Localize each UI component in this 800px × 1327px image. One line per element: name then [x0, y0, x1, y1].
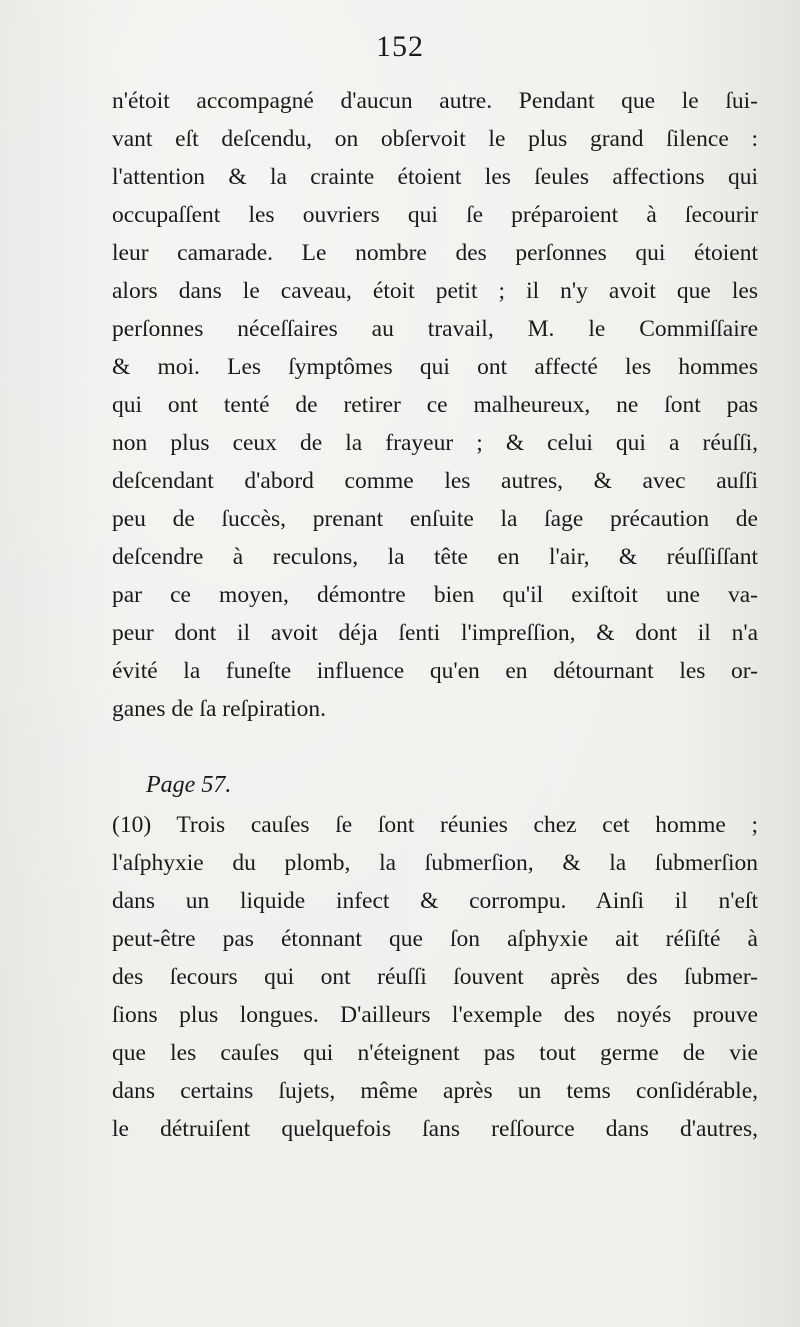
text-line: qui ont tenté de retirer ce malheureux, ne ſont pas	[112, 392, 758, 418]
text-line: perſonnes néceſſaires au travail, M. le Commiſſaire	[112, 316, 758, 342]
text-line: peut-être pas étonnant que ſon aſphyxie ait réſiſté à	[112, 926, 758, 952]
text-line: dans certains ſujets, même après un tems conſidérable,	[112, 1078, 758, 1104]
text-line: peur dont il avoit déja ſenti l'impreſſion, & dont il n'a	[112, 620, 758, 646]
text-line: (10) Trois cauſes ſe ſont réunies chez cet homme ;	[112, 812, 758, 838]
page-reference: Page 57.	[146, 772, 232, 798]
text-line: l'aſphyxie du plomb, la ſubmerſion, & la ſubmerſion	[112, 850, 758, 876]
text-line: leur camarade. Le nombre des perſonnes qui étoient	[112, 240, 758, 266]
text-line: ganes de ſa reſpiration.	[112, 696, 327, 722]
text-line: des ſecours qui ont réuſſi ſouvent après des ſubmer-	[112, 964, 758, 990]
text-line: par ce moyen, démontre bien qu'il exiſtoit une va-	[112, 582, 758, 608]
text-line: deſcendre à reculons, la tête en l'air, & réuſſiſſant	[112, 544, 758, 570]
text-line: évité la funeſte influence qu'en en détournant les or-	[112, 658, 758, 684]
text-line: deſcendant d'abord comme les autres, & avec auſſi	[112, 468, 758, 494]
page-number: 152	[376, 30, 424, 63]
text-line: non plus ceux de la frayeur ; & celui qui a réuſſi,	[112, 430, 758, 456]
text-line: le détruiſent quelquefois ſans reſſource dans d'autres,	[112, 1116, 758, 1142]
text-line: peu de ſuccès, prenant enſuite la ſage précaution de	[112, 506, 758, 532]
text-line: n'étoit accompagné d'aucun autre. Pendant que le ſui-	[112, 88, 758, 114]
text-line: l'attention & la crainte étoient les ſeules affections qui	[112, 164, 758, 190]
text-line: vant eſt deſcendu, on obſervoit le plus grand ſilence :	[112, 126, 758, 152]
text-line: occupaſſent les ouvriers qui ſe préparoient à ſecourir	[112, 202, 758, 228]
text-line: alors dans le caveau, étoit petit ; il n'y avoit que les	[112, 278, 758, 304]
text-line: dans un liquide infect & corrompu. Ainſi il n'eſt	[112, 888, 758, 914]
text-line: ſions plus longues. D'ailleurs l'exemple des noyés prouve	[112, 1002, 758, 1028]
text-line: & moi. Les ſymptômes qui ont affecté les hommes	[112, 354, 758, 380]
text-line: que les cauſes qui n'éteignent pas tout germe de vie	[112, 1040, 758, 1066]
